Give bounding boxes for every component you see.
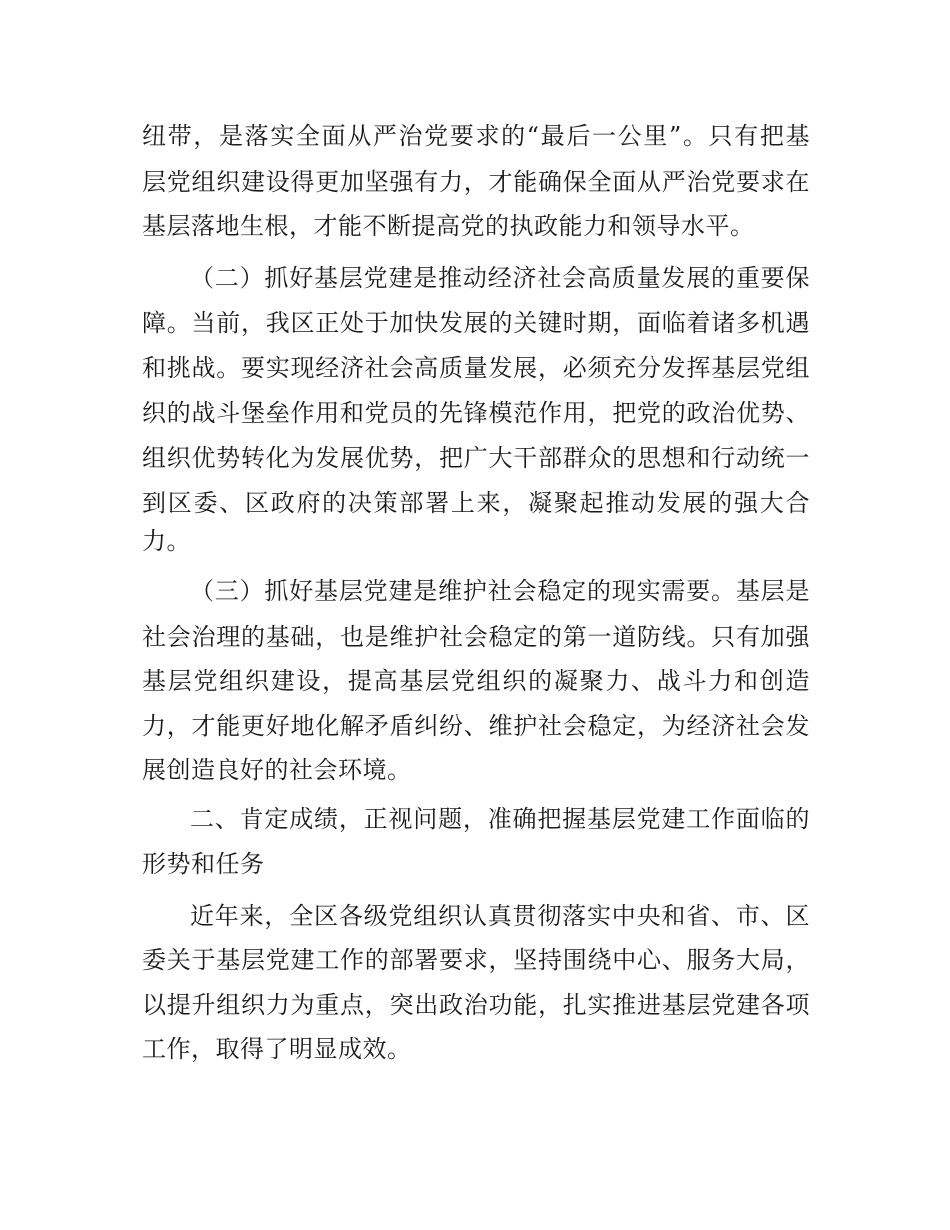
text-line: 委关于基层党建工作的部署要求，坚持围绕中心、服务大局， [142,946,810,974]
text-line: 纽带，是落实全面从严治党要求的“最后一公里”。只有把基 [142,122,810,150]
text-line: 基层落地生根，才能不断提高党的执政能力和领导水平。 [142,212,755,240]
text-line: 社会治理的基础，也是维护社会稳定的第一道防线。只有加强 [142,623,810,651]
text-line: 层党组织建设得更加坚强有力，才能确保全面从严治党要求在 [142,168,810,196]
text-line: 基层党组织建设，提高基层党组织的凝聚力、战斗力和创造 [142,667,810,695]
section-heading: 二、肯定成绩，正视问题，准确把握基层党建工作面临的 [190,805,810,833]
text-line: 障。当前，我区正处于加快发展的关键时期，面临着诸多机遇 [142,309,810,337]
text-line: 到区委、区政府的决策部署上来，凝聚起推动发展的强大合 [142,489,810,517]
section-heading: 形势和任务 [142,850,265,878]
text-line: 织的战斗堡垒作用和党员的先锋模范作用，把党的政治优势、 [142,399,810,427]
text-line: 力，才能更好地化解矛盾纠纷、维护社会稳定，为经济社会发 [142,712,810,740]
text-line: （二）抓好基层党建是推动经济社会高质量发展的重要保 [190,264,810,292]
text-line: 以提升组织力为重点，突出政治功能，扎实推进基层党建各项 [142,991,810,1019]
text-line: 近年来，全区各级党组织认真贯彻落实中央和省、市、区 [190,902,810,930]
text-line: 组织优势转化为发展优势，把广大干部群众的思想和行动统一 [142,444,810,472]
text-line: 工作，取得了明显成效。 [142,1035,412,1063]
text-line: 展创造良好的社会环境。 [142,756,412,784]
text-line: 力。 [142,527,191,555]
text-line: 和挑战。要实现经济社会高质量发展，必须充分发挥基层党组 [142,354,810,382]
text-line: （三）抓好基层党建是维护社会稳定的现实需要。基层是 [190,577,810,605]
